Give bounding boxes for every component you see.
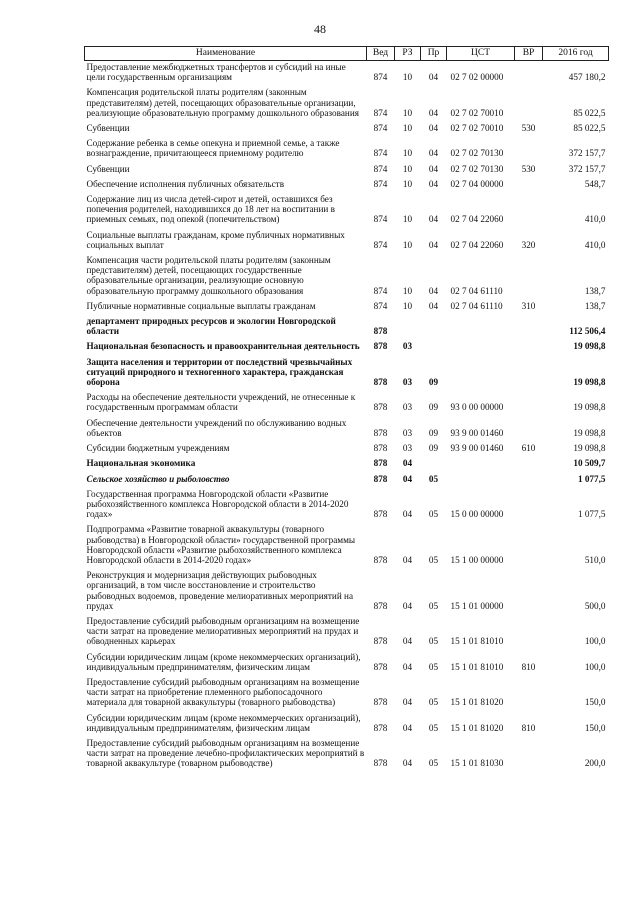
- row-vr: 320: [521, 239, 536, 250]
- row-amount: 100,0: [584, 661, 606, 672]
- row-amount: 500,0: [584, 600, 606, 611]
- row-pr: 09: [428, 377, 439, 388]
- row-rz: 03: [402, 402, 413, 413]
- row-amount: 150,0: [584, 722, 606, 733]
- row-rz: 10: [402, 214, 413, 225]
- row-rz: 04: [402, 758, 413, 769]
- table-row: [85, 61, 609, 85]
- row-cst: 15 1 00 00000: [450, 554, 504, 565]
- row-cst: 02 7 04 22060: [450, 214, 504, 225]
- table-row: [85, 135, 609, 160]
- row-rz: [395, 313, 421, 338]
- row-ved: 878: [373, 509, 388, 520]
- row-rz: 04: [402, 697, 413, 708]
- row-rz: 04: [402, 661, 413, 672]
- row-pr: 05: [428, 661, 439, 672]
- row-rz: 04: [402, 458, 413, 469]
- row-amount: 85 022,5: [573, 107, 606, 118]
- row-ved: 878: [373, 758, 388, 769]
- row-name: Обеспечение исполнения публичных обязательств: [86, 178, 285, 189]
- row-pr: 04: [428, 285, 439, 296]
- header-pr: Пр: [421, 47, 447, 61]
- row-pr: 05: [428, 697, 439, 708]
- row-cst: 15 1 01 81010: [450, 661, 504, 672]
- row-name: Подпрограмма «Развитие товарной аквакультуры (товарного рыбоводства) в Новгородской области» государственной программы Новгородской области «Развитие рыбохозяйственного комплекса Новгородской области в 2014-2020 годах»: [86, 524, 356, 565]
- row-name: Государственная программа Новгородской области «Развитие рыбохозяйственного комплекса Новгородской области в 2014-2020 годах»: [86, 488, 349, 520]
- row-name: Реконструкция и модернизация действующих рыбоводных организаций, в том числе восстановление и строительство рыбоводных водоемов, проведение мелиоративных мероприятий на прудах: [86, 570, 354, 611]
- row-vr: 310: [521, 300, 536, 311]
- row-vr: [515, 135, 543, 160]
- row-name: Субсидии бюджетным учреждениям: [86, 443, 230, 454]
- table-row: [85, 486, 609, 522]
- row-name: Социальные выплаты гражданам, кроме публичных нормативных социальных выплат: [86, 229, 345, 250]
- row-amount: 510,0: [584, 554, 606, 565]
- row-pr: 04: [428, 72, 439, 83]
- table-body: [85, 61, 609, 771]
- row-cst: 15 0 00 00000: [450, 509, 504, 520]
- row-ved: 874: [373, 178, 388, 189]
- row-vr: [515, 613, 543, 649]
- row-cst: 02 7 02 70130: [450, 148, 504, 159]
- row-name: Субвенции: [86, 123, 130, 134]
- row-cst: 15 1 01 81010: [450, 636, 504, 647]
- row-rz: 10: [402, 148, 413, 159]
- header-ved: Вед: [367, 47, 395, 61]
- table-row: [85, 84, 609, 120]
- row-cst: 02 7 02 70010: [450, 123, 504, 134]
- row-vr: 530: [521, 123, 536, 134]
- header-name: Наименование: [85, 47, 367, 61]
- row-vr: [515, 567, 543, 613]
- row-vr: [515, 191, 543, 227]
- header-year: 2016 год: [543, 47, 609, 61]
- row-vr: [515, 455, 543, 470]
- row-ved: 874: [373, 214, 388, 225]
- row-pr: 09: [428, 402, 439, 413]
- row-name: Защита населения и территории от последствий чрезвычайных ситуаций природного и техногенного характера, гражданская оборона: [86, 356, 353, 388]
- row-name: Компенсация части родительской платы родителям (законным представителям) детей, посещающих государственные образовательные организации, реализующие основную образовательную программу дошкольного образования: [86, 255, 331, 296]
- row-cst: [447, 455, 515, 470]
- row-amount: 85 022,5: [573, 123, 606, 134]
- row-name: Обеспечение деятельности учреждений по обслуживанию водных объектов: [86, 417, 347, 438]
- table-row: [85, 389, 609, 414]
- row-ved: 878: [373, 377, 388, 388]
- row-cst: [447, 313, 515, 338]
- row-ved: 878: [373, 722, 388, 733]
- header-vr: ВР: [515, 47, 543, 61]
- row-pr: 05: [428, 473, 439, 484]
- table-row: [85, 440, 609, 455]
- row-rz: 04: [402, 509, 413, 520]
- row-name: Субвенции: [86, 163, 130, 174]
- row-pr: 05: [428, 722, 439, 733]
- table-row: [85, 313, 609, 338]
- row-rz: 03: [402, 427, 413, 438]
- row-ved: 874: [373, 239, 388, 250]
- row-pr: 05: [428, 636, 439, 647]
- row-cst: 15 1 01 00000: [450, 600, 504, 611]
- row-pr: 09: [428, 443, 439, 454]
- row-rz: 10: [402, 107, 413, 118]
- row-cst: 93 0 00 00000: [450, 402, 504, 413]
- row-vr: 810: [521, 661, 536, 672]
- table-row: [85, 567, 609, 613]
- row-vr: 530: [521, 163, 536, 174]
- row-vr: 610: [521, 443, 536, 454]
- row-cst: [447, 338, 515, 353]
- row-rz: 10: [402, 72, 413, 83]
- row-cst: 02 7 04 22060: [450, 239, 504, 250]
- row-cst: [447, 471, 515, 486]
- row-name: департамент природных ресурсов и экологии Новгородской области: [86, 316, 336, 337]
- header-cst: ЦСТ: [447, 47, 515, 61]
- row-vr: [515, 252, 543, 298]
- row-name: Предоставление субсидий рыбоводным организациям на возмещение части затрат на проведение мелиоративных мероприятий на прудах и обводненных карьерах: [86, 615, 360, 647]
- row-amount: 19 098,8: [573, 341, 606, 352]
- row-amount: 410,0: [584, 239, 606, 250]
- row-name: Расходы на обеспечение деятельности учреждений, не отнесенные к государственным программам области: [86, 392, 356, 413]
- table-row: [85, 613, 609, 649]
- row-pr: 04: [428, 163, 439, 174]
- table-row: [85, 455, 609, 470]
- row-rz: 03: [402, 443, 413, 454]
- row-pr: [421, 313, 447, 338]
- row-cst: 02 7 04 00000: [450, 178, 504, 189]
- row-name: Национальная безопасность и правоохранительная деятельность: [86, 341, 360, 352]
- row-pr: 05: [428, 600, 439, 611]
- row-vr: [515, 486, 543, 522]
- row-ved: 874: [373, 163, 388, 174]
- row-amount: 138,7: [584, 285, 606, 296]
- row-rz: 04: [402, 554, 413, 565]
- page-number: 48: [314, 22, 326, 36]
- row-rz: 10: [402, 123, 413, 134]
- row-amount: 457 180,2: [568, 72, 606, 83]
- table-row: [85, 649, 609, 674]
- row-cst: 15 1 01 81030: [450, 758, 504, 769]
- row-name: Содержание ребенка в семье опекуна и приемной семье, а также вознаграждение, причитающееся приемному родителю: [86, 138, 340, 159]
- row-rz: 04: [402, 473, 413, 484]
- row-ved: 874: [373, 123, 388, 134]
- row-ved: 874: [373, 285, 388, 296]
- row-pr: 04: [428, 148, 439, 159]
- row-cst: 15 1 01 81020: [450, 722, 504, 733]
- row-rz: 04: [402, 722, 413, 733]
- row-pr: 05: [428, 509, 439, 520]
- row-amount: 19 098,8: [573, 443, 606, 454]
- row-rz: 10: [402, 285, 413, 296]
- row-rz: 10: [402, 178, 413, 189]
- table-row: [85, 176, 609, 191]
- row-rz: 03: [402, 341, 413, 352]
- row-vr: [515, 389, 543, 414]
- table-row: [85, 227, 609, 252]
- row-name: Компенсация родительской платы родителям (законным представителям) детей, посещающих образовательные организации, реализующие образовательную программу дошкольного образования: [86, 87, 359, 118]
- row-name: Предоставление субсидий рыбоводным организациям на возмещение части затрат на приобретение племенного рыбопосадочного материала для товарной аквакультуры (товарного рыбоводства): [86, 676, 360, 708]
- table-row: [85, 298, 609, 313]
- row-pr: 04: [428, 123, 439, 134]
- row-pr: 04: [428, 214, 439, 225]
- row-amount: 372 157,7: [568, 148, 606, 159]
- row-cst: 02 7 02 00000: [450, 72, 504, 83]
- row-vr: [515, 521, 543, 567]
- row-pr: 04: [428, 239, 439, 250]
- row-rz: 04: [402, 600, 413, 611]
- row-cst: 02 7 04 61110: [450, 285, 503, 296]
- row-ved: 878: [373, 326, 388, 337]
- row-rz: 10: [402, 300, 413, 311]
- row-rz: 04: [402, 636, 413, 647]
- row-pr: 05: [428, 554, 439, 565]
- row-name: Содержание лиц из числа детей-сирот и детей, оставшихся без попечения родителей, находившихся до 18 лет на воспитании в приемных семьях, под опекой (попечительством): [86, 194, 335, 225]
- row-amount: 410,0: [584, 214, 606, 225]
- row-amount: 200,0: [584, 758, 606, 769]
- row-pr: [421, 338, 447, 353]
- row-rz: 03: [402, 377, 413, 388]
- row-cst: 93 9 00 01460: [450, 443, 504, 454]
- row-name: Предоставление межбюджетных трансфертов и субсидий на иные цели государственным организациям: [86, 62, 346, 83]
- budget-table: [84, 46, 609, 771]
- row-name: Сельское хозяйство и рыболовство: [86, 473, 230, 484]
- header-rz: РЗ: [395, 47, 421, 61]
- row-vr: [515, 354, 543, 390]
- row-pr: 05: [428, 758, 439, 769]
- row-vr: [515, 471, 543, 486]
- row-amount: 1 077,5: [577, 473, 606, 484]
- table-row: [85, 521, 609, 567]
- table-row: [85, 338, 609, 353]
- row-amount: 10 509,7: [573, 458, 606, 469]
- row-ved: 878: [373, 427, 388, 438]
- row-ved: 874: [373, 107, 388, 118]
- row-amount: 548,7: [584, 178, 606, 189]
- row-vr: [515, 674, 543, 710]
- row-ved: 874: [373, 300, 388, 311]
- row-amount: 19 098,8: [573, 427, 606, 438]
- row-cst: 02 7 02 70130: [450, 163, 504, 174]
- table-row: [85, 120, 609, 135]
- table-row: [85, 161, 609, 176]
- row-cst: 93 9 00 01460: [450, 427, 504, 438]
- row-amount: 1 077,5: [577, 509, 606, 520]
- row-vr: [515, 313, 543, 338]
- row-vr: [515, 735, 543, 771]
- row-amount: 372 157,7: [568, 163, 606, 174]
- row-name: Публичные нормативные социальные выплаты гражданам: [86, 300, 316, 311]
- row-rz: 10: [402, 239, 413, 250]
- row-pr: 09: [428, 427, 439, 438]
- row-amount: 138,7: [584, 300, 606, 311]
- table-row: [85, 252, 609, 298]
- row-pr: 04: [428, 107, 439, 118]
- row-ved: 874: [373, 72, 388, 83]
- row-amount: 19 098,8: [573, 402, 606, 413]
- row-ved: 878: [373, 600, 388, 611]
- row-ved: 874: [373, 148, 388, 159]
- row-vr: [515, 338, 543, 353]
- row-cst: 02 7 04 61110: [450, 300, 503, 311]
- row-amount: 19 098,8: [573, 377, 606, 388]
- row-vr: [515, 415, 543, 440]
- row-cst: 15 1 01 81020: [450, 697, 504, 708]
- row-ved: 878: [373, 443, 388, 454]
- table-row: [85, 735, 609, 771]
- row-ved: 878: [373, 661, 388, 672]
- row-vr: [515, 84, 543, 120]
- row-amount: 100,0: [584, 636, 606, 647]
- row-name: Национальная экономика: [86, 458, 196, 469]
- row-ved: 878: [373, 341, 388, 352]
- table-row: [85, 471, 609, 486]
- row-cst: 02 7 02 70010: [450, 107, 504, 118]
- row-cst: [447, 354, 515, 390]
- row-ved: 878: [373, 458, 388, 469]
- row-rz: 10: [402, 163, 413, 174]
- row-name: Предоставление субсидий рыбоводным организациям на возмещение части затрат на проведение лечебно-профилактических мероприятий в товарной аквакультуре (товарном рыбоводстве): [86, 737, 365, 769]
- row-pr: [421, 455, 447, 470]
- row-pr: 04: [428, 178, 439, 189]
- table-row: [85, 710, 609, 735]
- table-header-row: [85, 47, 609, 61]
- row-name: Субсидии юридическим лицам (кроме некоммерческих организаций), индивидуальным предпринимателям, физическим лицам: [86, 712, 361, 733]
- row-ved: 878: [373, 554, 388, 565]
- row-name: Субсидии юридическим лицам (кроме некоммерческих организаций), индивидуальным предпринимателям, физическим лицам: [86, 651, 361, 672]
- row-amount: 112 506,4: [569, 326, 606, 337]
- row-ved: 878: [373, 402, 388, 413]
- table-row: [85, 674, 609, 710]
- table-row: [85, 191, 609, 227]
- table-row: [85, 354, 609, 390]
- row-pr: 04: [428, 300, 439, 311]
- row-ved: 878: [373, 636, 388, 647]
- row-ved: 878: [373, 697, 388, 708]
- row-vr: 810: [521, 722, 536, 733]
- row-ved: 878: [373, 473, 388, 484]
- table-row: [85, 415, 609, 440]
- row-vr: [515, 61, 543, 85]
- row-amount: 150,0: [584, 697, 606, 708]
- row-vr: [515, 176, 543, 191]
